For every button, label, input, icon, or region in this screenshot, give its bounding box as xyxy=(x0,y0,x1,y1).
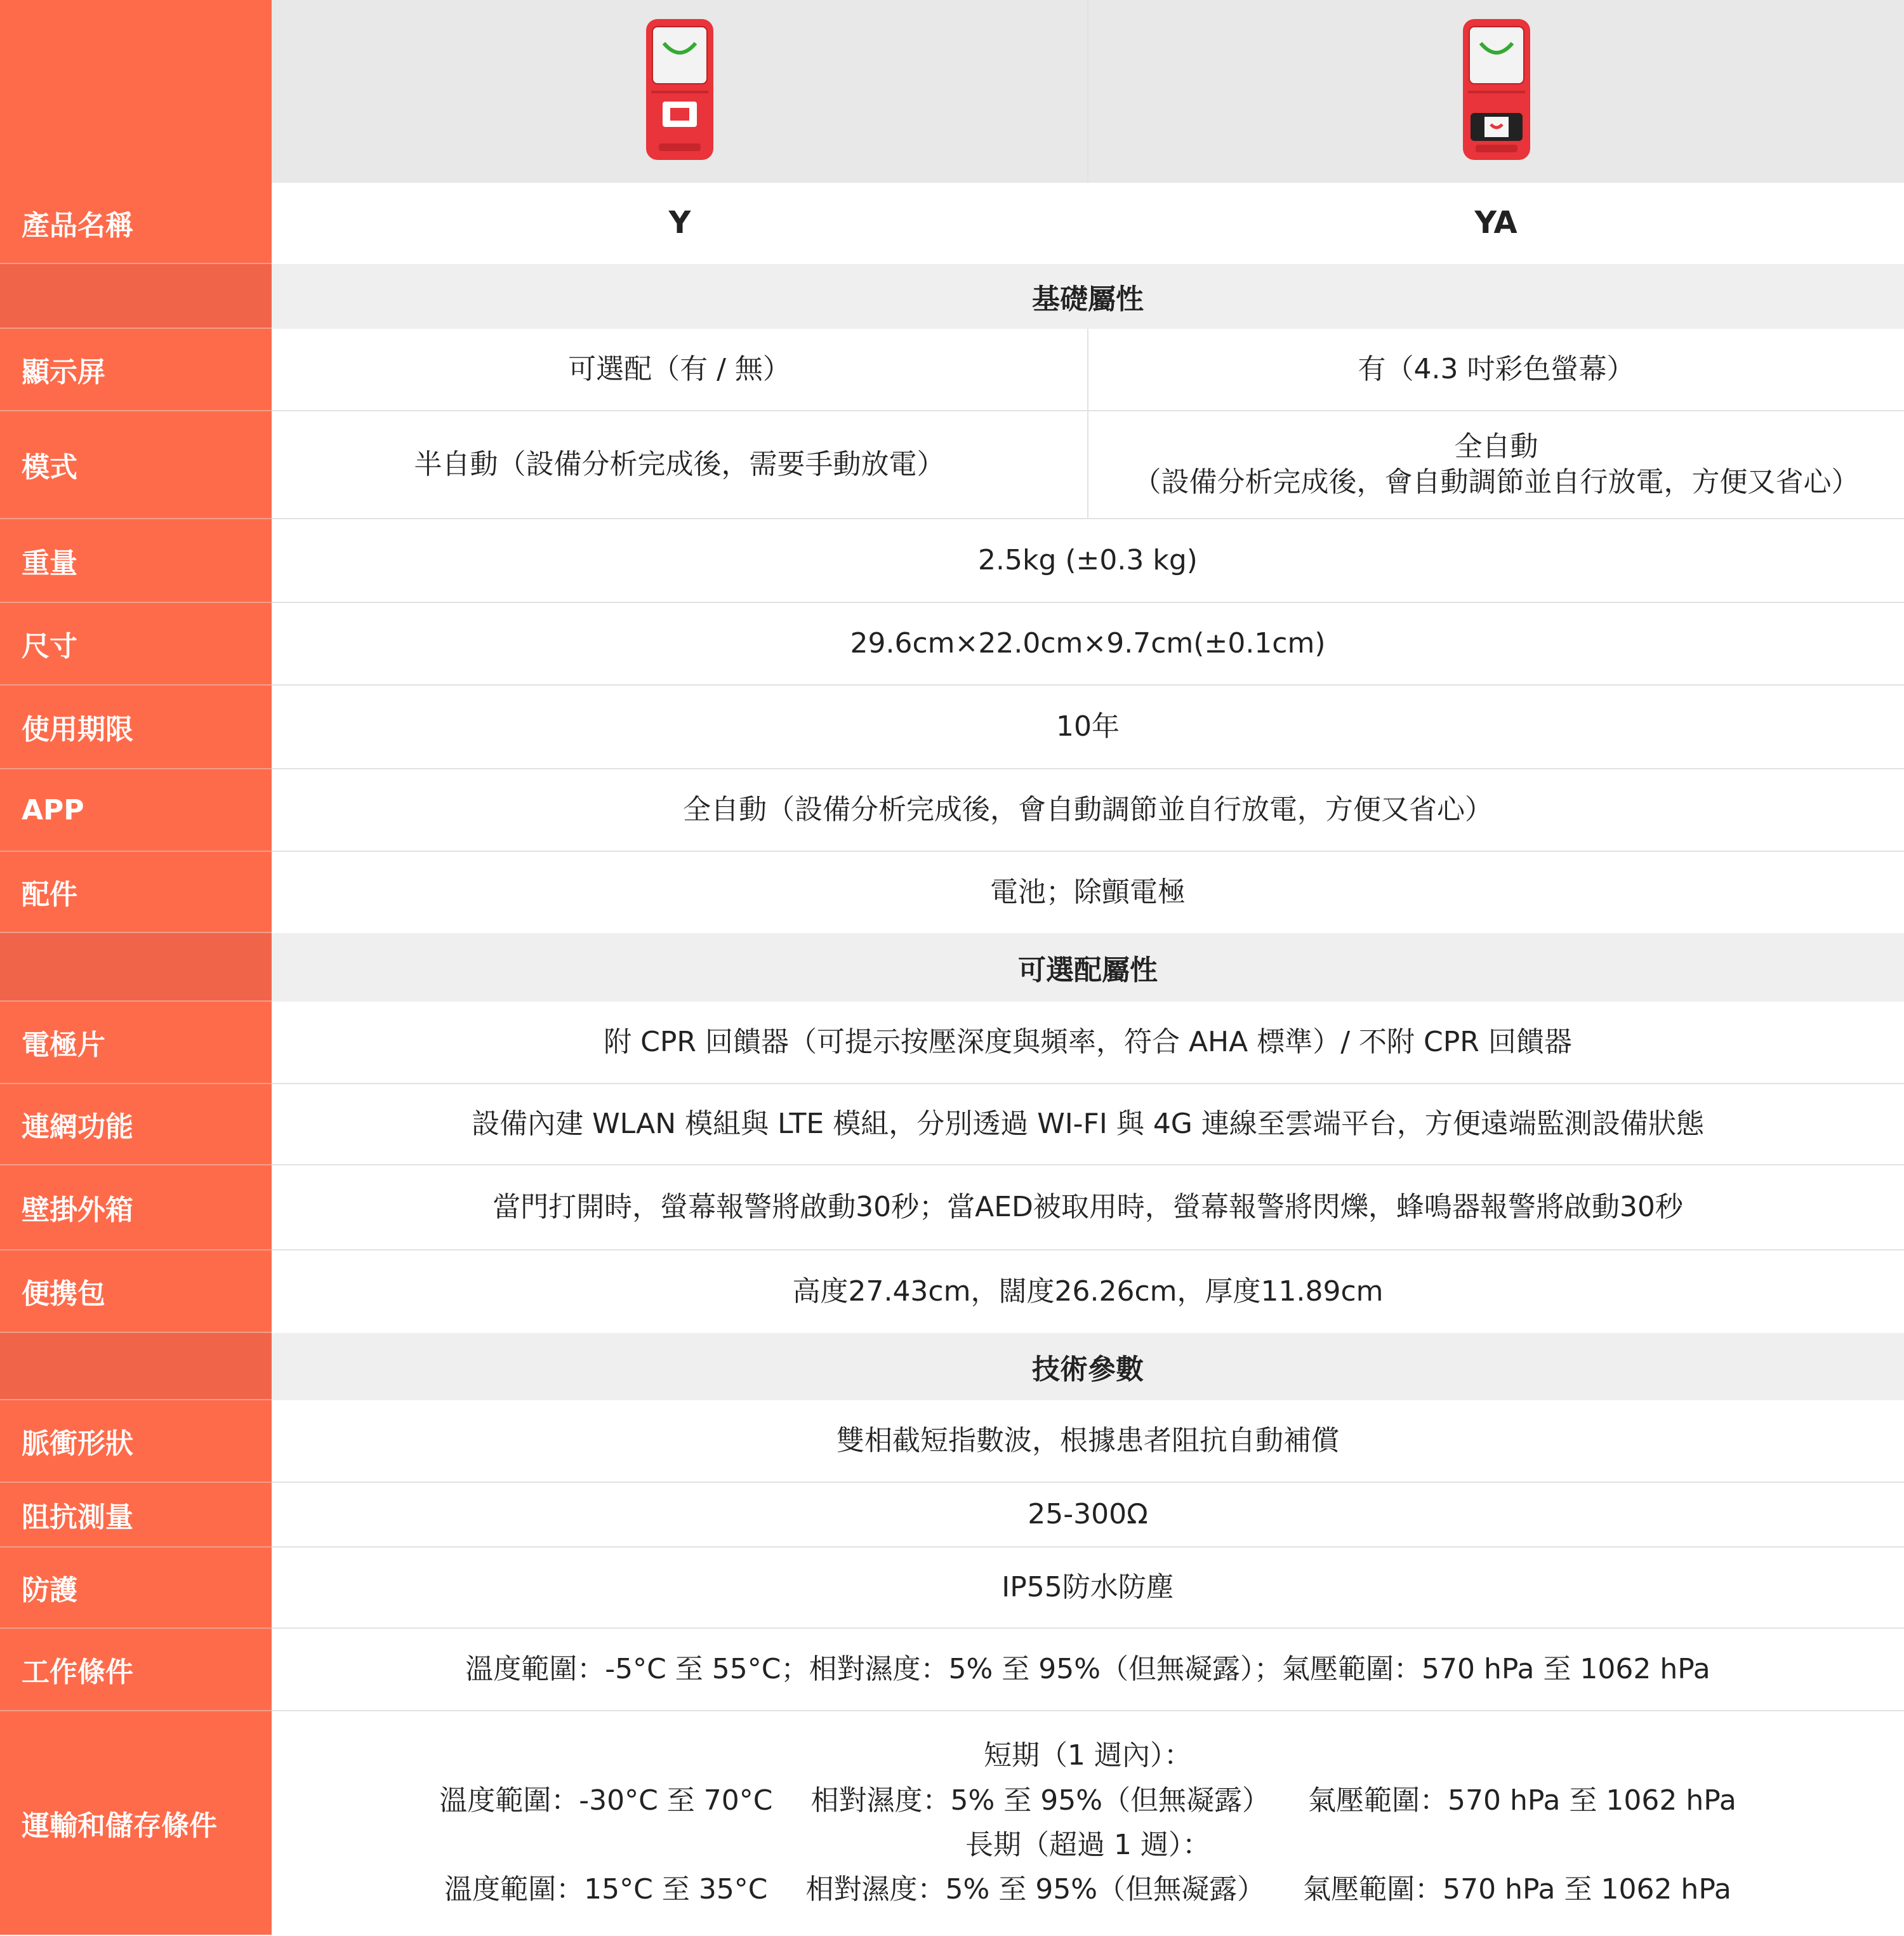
section-title-optional: 可選配屬性 xyxy=(272,933,1904,1002)
label-lifetime: 使用期限 xyxy=(0,686,272,769)
label-app: APP xyxy=(0,769,272,852)
label-working: 工作條件 xyxy=(0,1629,272,1711)
image-row xyxy=(0,0,1904,183)
value-display-y: 可選配（有 / 無） xyxy=(568,352,791,385)
row-network xyxy=(0,1084,1904,1165)
section-label-blank xyxy=(0,933,272,1002)
label-protection: 防護 xyxy=(0,1548,272,1629)
row-size xyxy=(0,603,1904,686)
value-mode-ya-line2: （設備分析完成後，會自動調節並自行放電，方便又省心） xyxy=(1133,466,1860,498)
row-cabinet xyxy=(0,1165,1904,1250)
aed-device-ya-image xyxy=(1087,0,1904,183)
value-mode-y: 半自動（設備分析完成後，需要手動放電） xyxy=(414,448,945,481)
label-transport: 運輸和儲存條件 xyxy=(0,1711,272,1935)
value-pulse: 雙相截短指數波，根據患者阻抗自動補償 xyxy=(836,1424,1339,1457)
row-working xyxy=(0,1629,1904,1711)
value-working: 溫度範圍：-5°C 至 55°C；相對濕度：5% 至 95%（但無凝露）；氣壓範圍：570 hPa 至 1062 hPa xyxy=(465,1652,1710,1685)
value-bag: 高度27.43cm，闊度26.26cm，厚度11.89cm xyxy=(792,1275,1384,1308)
product-images xyxy=(272,0,1904,183)
label-mode: 模式 xyxy=(0,411,272,519)
transport-short-pressure: 氣壓範圍：570 hPa 至 1062 hPa xyxy=(1308,1784,1736,1817)
section-basic-row xyxy=(0,264,1904,329)
value-transport xyxy=(272,1711,1904,1935)
label-blank xyxy=(0,0,272,183)
label-accessories: 配件 xyxy=(0,852,272,933)
section-label-blank xyxy=(0,1333,272,1400)
value-accessories: 電池；除顫電極 xyxy=(990,875,1186,908)
row-protection xyxy=(0,1548,1904,1629)
value-network: 設備內建 WLAN 模組與 LTE 模組，分別透過 WI-FI 與 4G 連線至雲端平台，方便遠端監測設備狀態 xyxy=(472,1107,1704,1140)
value-app: 全自動（設備分析完成後，會自動調節並自行放電，方便又省心） xyxy=(683,793,1493,826)
label-electrode: 電極片 xyxy=(0,1002,272,1084)
transport-long-line xyxy=(444,1867,1731,1912)
section-optional-row xyxy=(0,933,1904,1002)
label-network: 連網功能 xyxy=(0,1084,272,1165)
label-impedance: 阻抗測量 xyxy=(0,1483,272,1548)
value-size: 29.6cm×22.0cm×9.7cm(±0.1cm) xyxy=(850,627,1326,660)
transport-short-humidity: 相對濕度：5% 至 95%（但無凝露） xyxy=(810,1784,1271,1817)
product-name-row xyxy=(0,183,1904,264)
label-display: 顯示屏 xyxy=(0,329,272,411)
label-bag: 便携包 xyxy=(0,1250,272,1333)
row-lifetime xyxy=(0,686,1904,769)
value-protection: IP55防水防塵 xyxy=(1002,1570,1174,1603)
transport-long-title: 長期（超過 1 週）： xyxy=(965,1829,1210,1861)
transport-short-line xyxy=(439,1779,1736,1823)
label-pulse: 脈衝形狀 xyxy=(0,1400,272,1483)
value-mode-ya xyxy=(1087,411,1904,518)
transport-short-temp: 溫度範圍：-30°C 至 70°C xyxy=(439,1784,773,1817)
row-pulse xyxy=(0,1400,1904,1483)
row-electrode xyxy=(0,1002,1904,1084)
section-title-technical: 技術參數 xyxy=(272,1333,1904,1400)
aed-device-y-image xyxy=(272,0,1087,183)
label-weight: 重量 xyxy=(0,519,272,603)
section-technical-row xyxy=(0,1333,1904,1400)
value-lifetime: 10年 xyxy=(1056,710,1120,743)
row-bag xyxy=(0,1250,1904,1333)
label-size: 尺寸 xyxy=(0,603,272,686)
transport-long-pressure: 氣壓範圍：570 hPa 至 1062 hPa xyxy=(1303,1873,1731,1906)
label-cabinet: 壁掛外箱 xyxy=(0,1165,272,1250)
transport-short-title: 短期（1 週內）： xyxy=(984,1739,1192,1772)
row-mode xyxy=(0,411,1904,519)
section-label-blank xyxy=(0,264,272,329)
value-display-ya: 有（4.3 吋彩色螢幕） xyxy=(1087,329,1904,410)
row-weight xyxy=(0,519,1904,603)
row-app xyxy=(0,769,1904,852)
row-transport xyxy=(0,1711,1904,1935)
transport-long-humidity: 相對濕度：5% 至 95%（但無凝露） xyxy=(805,1873,1266,1906)
value-weight: 2.5kg (±0.3 kg) xyxy=(978,543,1198,576)
value-electrode: 附 CPR 回饋器（可提示按壓深度與頻率，符合 AHA 標準）/ 不附 CPR 回饋器 xyxy=(604,1025,1572,1058)
row-accessories xyxy=(0,852,1904,933)
section-title-basic: 基礎屬性 xyxy=(272,264,1904,329)
value-impedance: 25-300Ω xyxy=(1028,1497,1148,1530)
transport-long-temp: 溫度範圍：15°C 至 35°C xyxy=(444,1873,768,1906)
product-name-y: Y xyxy=(668,205,691,241)
value-cabinet: 當門打開時，螢幕報警將啟動30秒；當AED被取用時，螢幕報警將閃爍，蜂鳴器報警將啟動30秒 xyxy=(493,1190,1683,1223)
product-name-ya: YA xyxy=(1474,205,1517,241)
label-product-name: 產品名稱 xyxy=(0,183,272,264)
row-display xyxy=(0,329,1904,411)
value-mode-ya-line1: 全自動 xyxy=(1454,430,1538,463)
row-impedance xyxy=(0,1483,1904,1548)
